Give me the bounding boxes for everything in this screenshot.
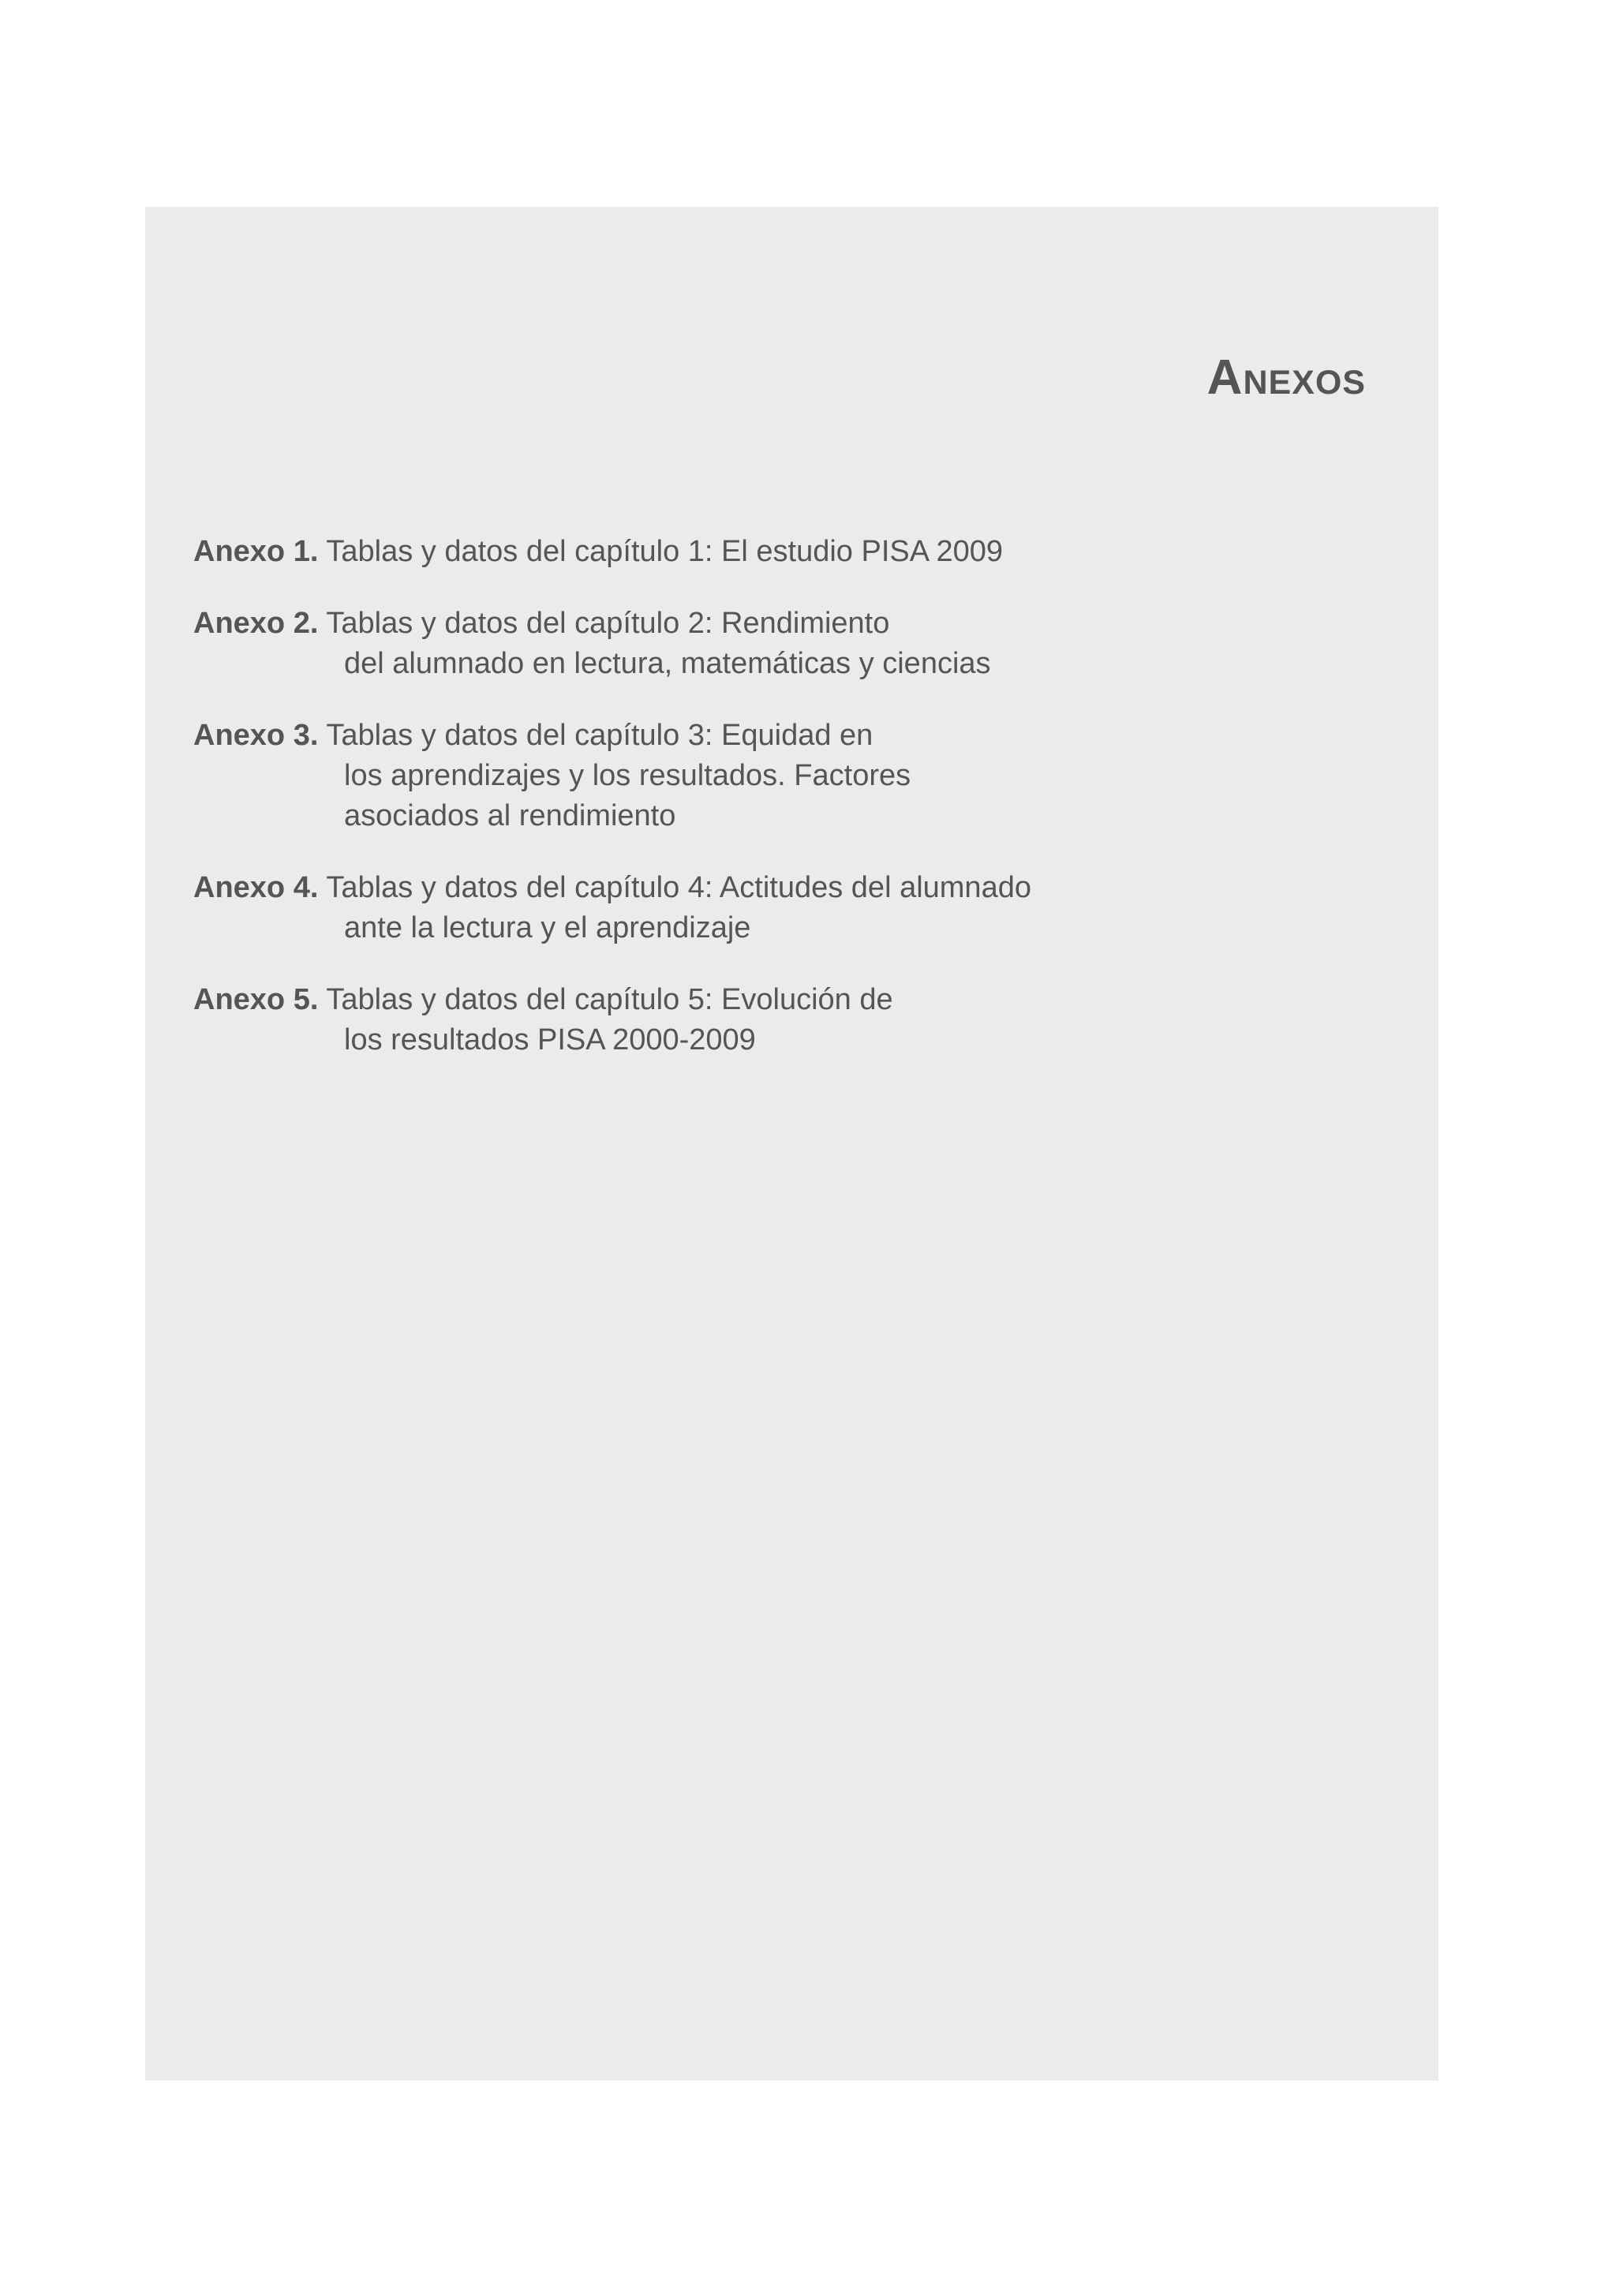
- annex-description: Tablas y datos del capítulo 5: Evolución de: [326, 983, 893, 1016]
- annex-description-continued: ante la lectura y el aprendizaje: [344, 911, 751, 944]
- annex-item-1: [193, 532, 1298, 572]
- annex-label: Anexo 5.: [193, 983, 319, 1016]
- annex-item-5: [193, 980, 1298, 1060]
- annex-list: [193, 532, 1298, 1092]
- annex-item-2: [193, 604, 1298, 684]
- page-title: Anexos: [1206, 350, 1366, 405]
- content-panel: [145, 207, 1438, 2081]
- annex-description: Tablas y datos del capítulo 2: Rendimiento: [326, 607, 890, 640]
- annex-label: Anexo 3.: [193, 719, 319, 752]
- annex-description-continued: los aprendizajes y los resultados. Factores: [344, 759, 911, 792]
- annex-item-3: [193, 716, 1298, 836]
- annex-description: Tablas y datos del capítulo 1: El estudio PISA 2009: [326, 535, 1004, 568]
- annex-label: Anexo 4.: [193, 871, 319, 904]
- annex-description: Tablas y datos del capítulo 4: Actitudes del alumnado: [326, 871, 1031, 904]
- annex-label: Anexo 2.: [193, 607, 319, 640]
- annex-item-4: [193, 868, 1298, 948]
- annex-description-continued: del alumnado en lectura, matemáticas y ciencias: [344, 647, 991, 680]
- annex-description-continued: asociados al rendimiento: [344, 799, 676, 832]
- annex-description-continued: los resultados PISA 2000-2009: [344, 1023, 756, 1056]
- annex-description: Tablas y datos del capítulo 3: Equidad en: [326, 719, 873, 752]
- annex-label: Anexo 1.: [193, 535, 319, 568]
